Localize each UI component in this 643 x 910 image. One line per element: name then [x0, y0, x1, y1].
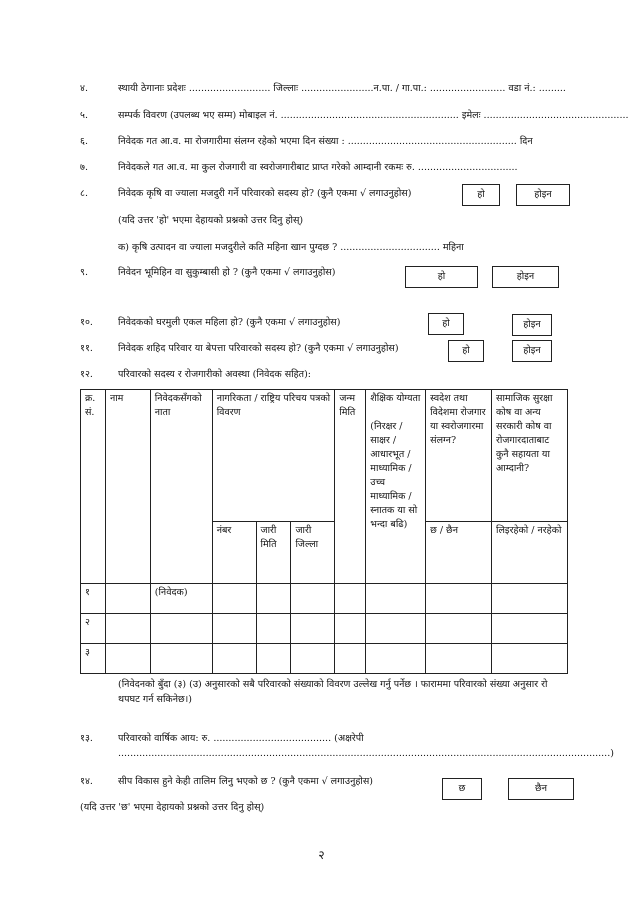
row-14-number: १४.: [80, 776, 93, 787]
row-cell[interactable]: [256, 614, 291, 644]
table-row: [81, 644, 568, 674]
row-serial: ३: [81, 644, 106, 674]
header-social-security-status: लिइरहेको / नरहेको: [492, 522, 568, 584]
header-relation: निवेदकसँगको नाता: [150, 390, 212, 584]
row-cell[interactable]: [426, 614, 492, 644]
row-cell[interactable]: [335, 644, 366, 674]
row-8-number: ८.: [80, 188, 88, 199]
row-11-no-box[interactable]: होइन: [512, 340, 552, 362]
row-serial: १: [81, 584, 106, 614]
header-employment: स्वदेश तथा विदेशमा रोजगार या स्वरोजगारमा संलग्न?: [426, 390, 492, 522]
row-11-yes-box[interactable]: हो: [448, 340, 484, 362]
header-dob: जन्म मिति: [335, 390, 366, 584]
header-citizenship-number: नंबर: [212, 522, 256, 584]
row-10-question: निवेदकको घरमुली एकल महिला हो? (कुनै एकमा √ लगाउनुहोस): [118, 317, 341, 328]
header-education: शैक्षिक योग्यता (निरक्षर / साक्षर / आधारभूत / माध्यामिक / उच्च माध्यामिक / स्नातक या सो भन्दा बढि): [366, 390, 426, 584]
row-11-number: ११.: [80, 343, 93, 354]
row-cell[interactable]: [291, 644, 335, 674]
row-relation[interactable]: [150, 614, 212, 644]
row-cell[interactable]: [256, 584, 291, 614]
table-row: [81, 584, 568, 614]
row-cell[interactable]: [212, 644, 256, 674]
row-14-no-box[interactable]: छैन: [508, 778, 574, 800]
row-cell[interactable]: [366, 584, 426, 614]
row-8-sub-note: (यदि उत्तर 'हो' भएमा देहायको प्रश्नको उत्तर दिनु होस्): [118, 215, 304, 226]
header-employment-yes-no: छ / छैन: [426, 522, 492, 584]
row-6-number: ६.: [80, 136, 88, 147]
row-5-number: ५.: [80, 110, 88, 121]
header-issue-date: जारी मिति: [256, 522, 291, 584]
row-13-in-words-line: ...................................................................................................................................................................): [118, 748, 614, 759]
row-14-sub-note: (यदि उत्तर 'छ' भएमा देहायको प्रश्नको उत्तर दिनु होस्): [80, 802, 265, 813]
row-12-heading: परिवारको सदस्य र रोजगारीको अवस्था (निवेदक सहित):: [118, 369, 311, 380]
row-cell[interactable]: [291, 584, 335, 614]
row-cell[interactable]: [492, 614, 568, 644]
row-cell[interactable]: [426, 584, 492, 614]
row-5-contact: सम्पर्क विवरण (उपलब्ध भए सम्म) मोबाइल नं. ........................................................... इमेलः ................................................: [118, 110, 629, 121]
row-6-employment-days: निवेदक गत आ.व. मा रोजगारीमा संलग्न रहेको भएमा दिन संख्या : ........................................................ दिन: [118, 136, 533, 147]
row-relation: (निवेदक): [150, 584, 212, 614]
row-14-yes-box[interactable]: छ: [442, 778, 482, 800]
row-12-number: १२.: [80, 369, 93, 380]
row-10-no-box[interactable]: होइन: [512, 314, 552, 336]
row-9-yes-box[interactable]: हो: [405, 266, 478, 288]
header-citizenship: नागरिकता / राष्ट्रिय परिचय पत्रको विवरण: [212, 390, 335, 522]
row-cell[interactable]: [256, 644, 291, 674]
row-cell[interactable]: [492, 644, 568, 674]
row-name-cell[interactable]: [105, 644, 150, 674]
row-8-no-box[interactable]: होइन: [516, 184, 570, 206]
family-members-table: [80, 389, 568, 674]
row-cell[interactable]: [291, 614, 335, 644]
row-14-question: सीप विकास हुने केही तालिम लिनु भएको छ ? (कुनै एकमा √ लगाउनुहोस): [118, 776, 374, 787]
row-9-no-box[interactable]: होइन: [492, 266, 559, 288]
header-social-security: सामाजिक सुरक्षा कोष वा अन्य सरकारी कोष वा रोजगारदाताबाट कुनै सहायता या आम्दानी?: [492, 390, 568, 522]
row-name-cell[interactable]: [105, 584, 150, 614]
row-4-permanent-address: स्थायी ठेगानाः प्रदेशः ........................... जिल्लाः ........................न.पा. / गा.पा.: ......................... वडा नं.: .........: [118, 83, 566, 94]
table-note: (निवेदनको बुँदा (३) (उ) अनुसारको सबै परिवारको संख्याको विवरण उल्लेख गर्नु पर्नेछ । फाराममा परिवारको संख्या अनुसार रो थपघट गर्न सकिनेछ।): [118, 679, 548, 705]
row-13-annual-income: परिवारको वार्षिक आय: रु. ....................................... (अक्षरेपी: [118, 733, 364, 744]
row-relation[interactable]: [150, 644, 212, 674]
row-7-number: ७.: [80, 162, 88, 173]
row-10-number: १०.: [80, 317, 93, 328]
row-10-yes-box[interactable]: हो: [428, 313, 464, 335]
row-serial: २: [81, 614, 106, 644]
header-name: नाम: [105, 390, 150, 584]
row-4-number: ४.: [80, 83, 88, 94]
row-11-question: निवेदक शहिद परिवार या बेपत्ता परिवारको सदस्य हो? (कुनै एकमा √ लगाउनुहोस): [118, 343, 399, 354]
row-8-question: निवेदक कृषि वा ज्याला मजदुरी गर्ने परिवारको सदस्य हो? (कुनै एकमा √ लगाउनुहोस): [118, 188, 412, 199]
table-row: [81, 614, 568, 644]
row-8-yes-box[interactable]: हो: [462, 184, 500, 206]
row-cell[interactable]: [426, 644, 492, 674]
header-serial: क्र. सं.: [81, 390, 106, 584]
row-cell[interactable]: [212, 584, 256, 614]
row-8-months-question: क) कृषि उत्पादन वा ज्याला मजदुरीले कति महिना खान पुग्दछ ? ................................. महिना: [118, 242, 464, 253]
row-name-cell[interactable]: [105, 614, 150, 644]
row-7-income: निवेदकले गत आ.व. मा कुल रोजगारी वा स्वरोजगारीबाट प्राप्त गरेको आम्दानी रकमः रु. .................................: [118, 162, 518, 173]
row-13-number: १३.: [80, 733, 93, 744]
row-cell[interactable]: [335, 614, 366, 644]
header-issue-district: जारी जिल्ला: [291, 522, 335, 584]
row-9-number: ९.: [80, 267, 88, 278]
page-number: २: [318, 848, 325, 862]
row-cell[interactable]: [492, 584, 568, 614]
row-cell[interactable]: [335, 584, 366, 614]
row-cell[interactable]: [366, 614, 426, 644]
row-cell[interactable]: [212, 614, 256, 644]
row-9-question: निवेदन भूमिहिन वा सुकुम्बासी हो ? (कुनै एकमा √ लगाउनुहोस): [118, 267, 336, 278]
row-cell[interactable]: [366, 644, 426, 674]
